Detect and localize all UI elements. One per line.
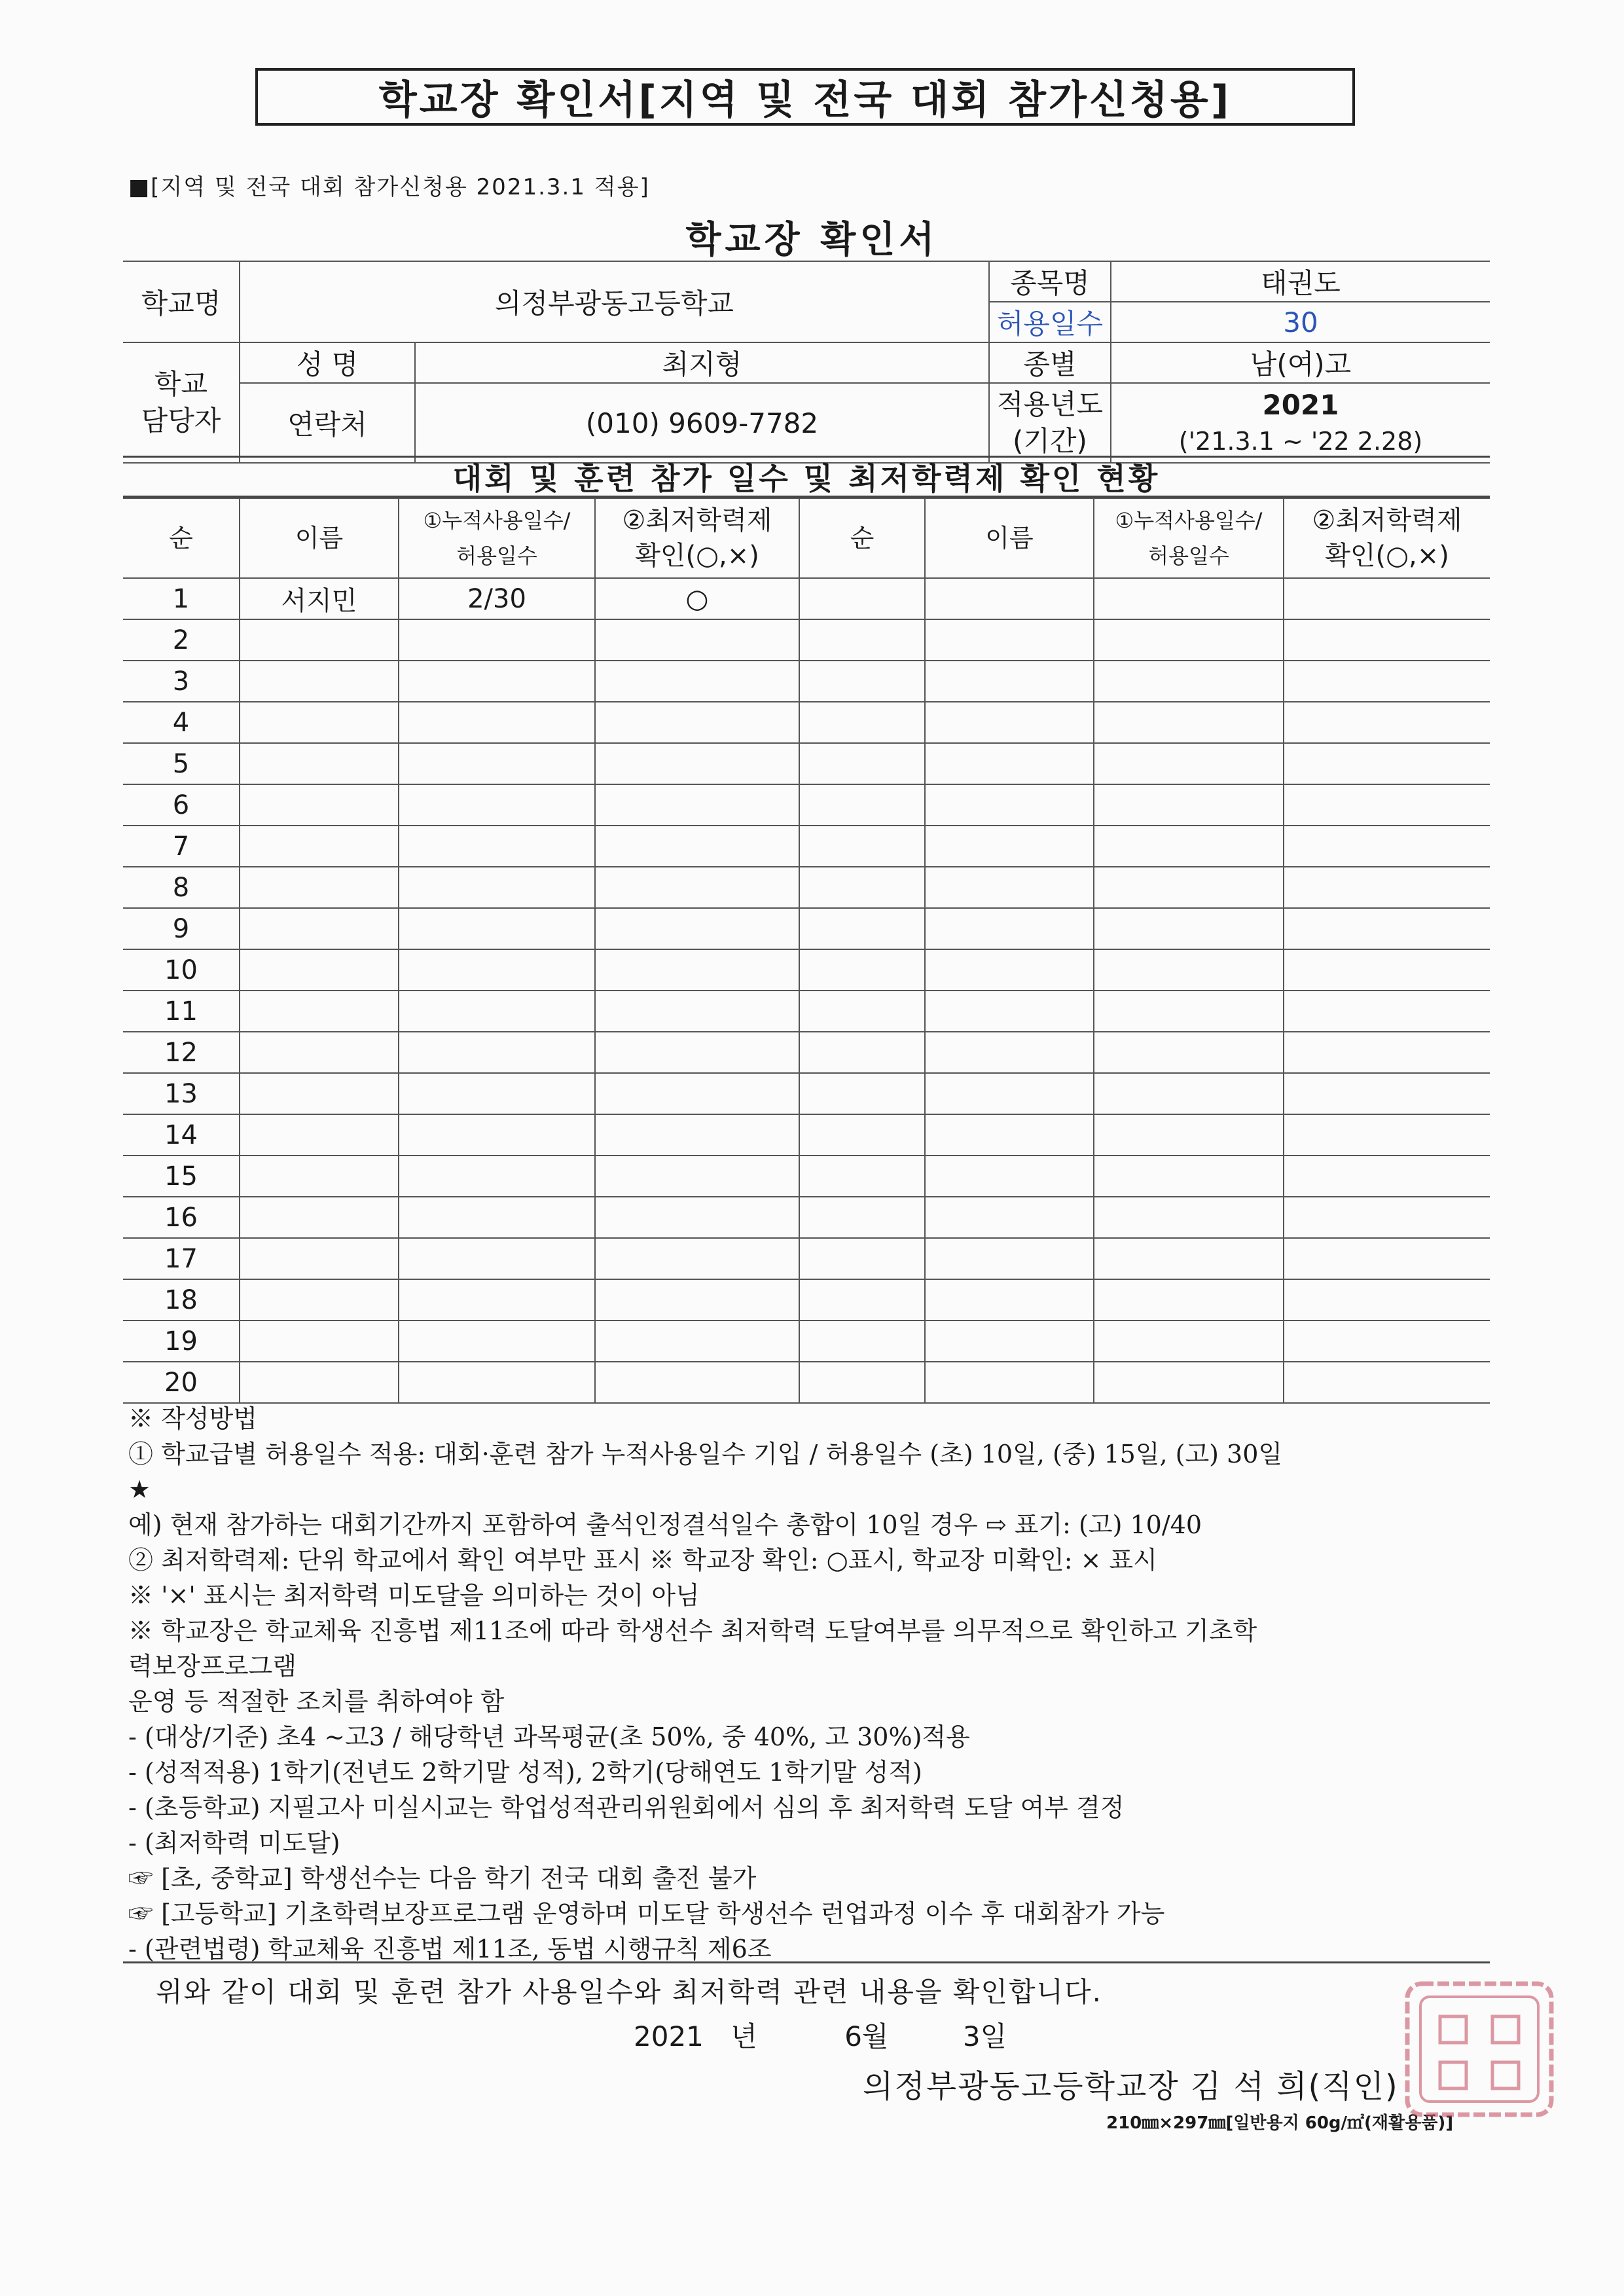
note-line: ※ '×' 표시는 최저학력 미도달을 의미하는 것이 아님 — [128, 1581, 700, 1610]
empty-cell — [799, 1073, 925, 1114]
date-month: 6월 — [844, 2020, 889, 2052]
empty-cell — [1094, 991, 1284, 1032]
cell-no: 14 — [123, 1114, 240, 1156]
empty-cell — [1094, 1114, 1284, 1156]
col-no: 순 — [123, 498, 240, 578]
year-value: 2021 ('21.3.1 ~ '22 2.28) — [1111, 383, 1490, 463]
note-line: ② 최저학력제: 단위 학교에서 확인 여부만 표시 ※ 학교장 확인: ○표시, 학교장 미확인: × 표시 — [128, 1546, 1157, 1575]
empty-cell — [925, 1362, 1094, 1403]
table-row — [123, 702, 1490, 743]
table-row — [123, 1238, 1490, 1279]
empty-cell — [1284, 908, 1490, 949]
note-line: - (대상/기준) 초4 ~고3 / 해당학년 과목평균(초 50%, 중 40%, 고 30%)적용 — [128, 1722, 970, 1751]
cell-days — [399, 1197, 595, 1238]
empty-cell — [1094, 1073, 1284, 1114]
cell-days — [399, 1321, 595, 1362]
empty-cell — [1284, 1321, 1490, 1362]
cell-days — [399, 1073, 595, 1114]
empty-cell — [799, 619, 925, 661]
cell-check — [595, 991, 799, 1032]
empty-cell — [1094, 1197, 1284, 1238]
empty-cell — [1094, 1362, 1284, 1403]
cell-days — [399, 702, 595, 743]
empty-cell — [925, 784, 1094, 826]
empty-cell — [1094, 867, 1284, 908]
cell-name — [240, 1032, 399, 1073]
empty-cell — [799, 1032, 925, 1073]
empty-cell — [799, 1197, 925, 1238]
cell-check: ○ — [595, 578, 799, 619]
table-row — [123, 1279, 1490, 1321]
table-row — [123, 1032, 1490, 1073]
cell-days — [399, 1114, 595, 1156]
contact-label: 연락처 — [240, 383, 415, 463]
col-days: ①누적사용일수/ 허용일수 — [399, 498, 595, 578]
empty-cell — [925, 702, 1094, 743]
cell-check — [595, 661, 799, 702]
note-line: ☞ [초, 중학교] 학생선수는 다음 학기 전국 대회 출전 불가 — [128, 1864, 757, 1893]
empty-cell — [925, 1032, 1094, 1073]
empty-cell — [799, 867, 925, 908]
cell-no: 11 — [123, 991, 240, 1032]
col-no-2: 순 — [799, 498, 925, 578]
cell-no: 13 — [123, 1073, 240, 1114]
table-row — [123, 949, 1490, 991]
cell-days — [399, 1279, 595, 1321]
empty-cell — [1284, 1362, 1490, 1403]
note-line: 예) 현재 참가하는 대회기간까지 포함하여 출석인정결석일수 총합이 10일 경우 ⇨ 표기: (고) 10/40 — [128, 1510, 1202, 1539]
date-day: 3일 — [962, 2020, 1007, 2052]
school-name: 의정부광동고등학교 — [240, 261, 989, 342]
date-year-unit: 년 — [731, 2020, 757, 2052]
note-line: ※ 학교장은 학교체육 진흥법 제11조에 따라 학생선수 최저학력 도달여부를 의무적으로 확인하고 기초학 — [128, 1616, 1257, 1645]
table-row — [123, 619, 1490, 661]
cell-check — [595, 743, 799, 784]
empty-cell — [1284, 578, 1490, 619]
cell-name — [240, 1197, 399, 1238]
empty-cell — [925, 991, 1094, 1032]
cell-name — [240, 949, 399, 991]
empty-cell — [1094, 702, 1284, 743]
empty-cell — [1284, 743, 1490, 784]
col-check-2: ②최저학력제 확인(○,×) — [1284, 498, 1490, 578]
divider — [123, 1961, 1490, 1963]
empty-cell — [799, 908, 925, 949]
empty-cell — [1284, 1156, 1490, 1197]
roster-header — [123, 498, 1490, 578]
cell-no: 9 — [123, 908, 240, 949]
cell-name — [240, 867, 399, 908]
name-label: 성 명 — [240, 342, 415, 383]
roster-table — [123, 498, 1490, 1404]
cell-no: 16 — [123, 1197, 240, 1238]
col-days-2: ①누적사용일수/ 허용일수 — [1094, 498, 1284, 578]
cell-check — [595, 1032, 799, 1073]
date-year: 2021 — [634, 2020, 704, 2052]
cell-name — [240, 619, 399, 661]
note-line: ※ 작성방법 — [128, 1404, 257, 1433]
table-row — [123, 661, 1490, 702]
empty-cell — [1284, 661, 1490, 702]
cell-days — [399, 743, 595, 784]
cell-name — [240, 1073, 399, 1114]
cell-no: 18 — [123, 1279, 240, 1321]
cell-days: 2/30 — [399, 578, 595, 619]
table-row — [123, 908, 1490, 949]
table-row — [123, 743, 1490, 784]
cell-check — [595, 908, 799, 949]
empty-cell — [799, 661, 925, 702]
gender-value: 남(여)고 — [1111, 342, 1490, 383]
cell-no: 8 — [123, 867, 240, 908]
cell-name — [240, 743, 399, 784]
empty-cell — [799, 1156, 925, 1197]
note-line: - (초등학교) 지필고사 미실시교는 학업성적관리위원회에서 심의 후 최저학력 도달 여부 결정 — [128, 1793, 1125, 1822]
empty-cell — [925, 826, 1094, 867]
note-line: - (성적적용) 1학기(전년도 2학기말 성적), 2학기(당해연도 1학기말 성적) — [128, 1758, 922, 1787]
table-row — [123, 1073, 1490, 1114]
cell-name — [240, 991, 399, 1032]
cell-check — [595, 949, 799, 991]
event-value: 태권도 — [1111, 261, 1490, 302]
empty-cell — [1284, 991, 1490, 1032]
empty-cell — [1094, 1321, 1284, 1362]
official-seal — [1401, 1977, 1558, 2121]
table-row — [123, 1362, 1490, 1403]
cell-no: 2 — [123, 619, 240, 661]
cell-check — [595, 1156, 799, 1197]
empty-cell — [925, 578, 1094, 619]
empty-cell — [925, 908, 1094, 949]
empty-cell — [1094, 619, 1284, 661]
cell-no: 10 — [123, 949, 240, 991]
empty-cell — [1284, 1238, 1490, 1279]
cell-name — [240, 702, 399, 743]
cell-days — [399, 908, 595, 949]
empty-cell — [799, 578, 925, 619]
cell-no: 5 — [123, 743, 240, 784]
cell-days — [399, 949, 595, 991]
note-line: ★ — [128, 1475, 151, 1504]
paper-spec: 210㎜×297㎜[일반용지 60g/㎡(재활용품)] — [1106, 2113, 1454, 2133]
cell-name — [240, 1156, 399, 1197]
subhead: ■[지역 및 전국 대회 참가신청용 2021.3.1 적용] — [128, 174, 650, 200]
empty-cell — [1284, 826, 1490, 867]
cell-check — [595, 1279, 799, 1321]
note-line: 력보장프로그램 — [128, 1652, 297, 1681]
col-name-2: 이름 — [925, 498, 1094, 578]
manager-label: 학교 담당자 — [123, 342, 240, 463]
empty-cell — [799, 1321, 925, 1362]
cell-days — [399, 867, 595, 908]
table-row — [123, 1114, 1490, 1156]
empty-cell — [1284, 949, 1490, 991]
empty-cell — [1094, 578, 1284, 619]
allowed-days-value: 30 — [1111, 302, 1490, 342]
cell-check — [595, 1114, 799, 1156]
empty-cell — [799, 1114, 925, 1156]
empty-cell — [925, 949, 1094, 991]
participation-title: 대회 및 훈련 참가 일수 및 최저학력제 확인 현황 — [123, 456, 1490, 498]
empty-cell — [799, 949, 925, 991]
note-line: - (최저학력 미도달) — [128, 1829, 340, 1857]
empty-cell — [799, 784, 925, 826]
empty-cell — [925, 619, 1094, 661]
name-value: 최지형 — [415, 342, 989, 383]
empty-cell — [1284, 784, 1490, 826]
empty-cell — [799, 743, 925, 784]
cell-no: 1 — [123, 578, 240, 619]
header-title: 학교장 확인서[지역 및 전국 대회 참가신청용] — [255, 68, 1355, 126]
cell-no: 15 — [123, 1156, 240, 1197]
cell-no: 17 — [123, 1238, 240, 1279]
cell-days — [399, 1032, 595, 1073]
empty-cell — [925, 867, 1094, 908]
cell-check — [595, 702, 799, 743]
empty-cell — [925, 1321, 1094, 1362]
cell-check — [595, 784, 799, 826]
cell-days — [399, 661, 595, 702]
empty-cell — [799, 1362, 925, 1403]
empty-cell — [925, 1156, 1094, 1197]
empty-cell — [925, 1279, 1094, 1321]
allowed-days-label: 허용일수 — [989, 302, 1111, 342]
instructions — [128, 1401, 1496, 1967]
cell-no: 20 — [123, 1362, 240, 1403]
empty-cell — [1094, 661, 1284, 702]
empty-cell — [1094, 1156, 1284, 1197]
cell-days — [399, 991, 595, 1032]
cell-days — [399, 1156, 595, 1197]
col-check: ②최저학력제 확인(○,×) — [595, 498, 799, 578]
empty-cell — [1094, 784, 1284, 826]
cell-check — [595, 1073, 799, 1114]
empty-cell — [1284, 1073, 1490, 1114]
cell-name — [240, 826, 399, 867]
empty-cell — [925, 661, 1094, 702]
empty-cell — [1284, 1032, 1490, 1073]
cell-no: 6 — [123, 784, 240, 826]
cell-name — [240, 1362, 399, 1403]
empty-cell — [925, 1073, 1094, 1114]
cell-name — [240, 1321, 399, 1362]
col-name: 이름 — [240, 498, 399, 578]
cell-check — [595, 619, 799, 661]
table-row — [123, 784, 1490, 826]
empty-cell — [799, 991, 925, 1032]
cell-check — [595, 867, 799, 908]
cell-days — [399, 784, 595, 826]
table-row — [123, 991, 1490, 1032]
document-title: 학교장 확인서 — [685, 219, 939, 261]
table-row — [123, 867, 1490, 908]
empty-cell — [925, 743, 1094, 784]
empty-cell — [1284, 1279, 1490, 1321]
empty-cell — [1094, 826, 1284, 867]
cell-name — [240, 1238, 399, 1279]
cell-name — [240, 1279, 399, 1321]
empty-cell — [1284, 1197, 1490, 1238]
cell-name — [240, 661, 399, 702]
contact-value: (010) 9609-7782 — [415, 383, 989, 463]
empty-cell — [925, 1197, 1094, 1238]
empty-cell — [1094, 1032, 1284, 1073]
empty-cell — [1284, 867, 1490, 908]
empty-cell — [1094, 908, 1284, 949]
event-label: 종목명 — [989, 261, 1111, 302]
cell-days — [399, 826, 595, 867]
empty-cell — [1094, 743, 1284, 784]
empty-cell — [1284, 1114, 1490, 1156]
empty-cell — [799, 826, 925, 867]
empty-cell — [799, 702, 925, 743]
table-row — [123, 826, 1490, 867]
note-line: - (관련법령) 학교체육 진흥법 제11조, 동법 시행규칙 제6조 — [128, 1935, 772, 1963]
cell-check — [595, 1321, 799, 1362]
cell-name — [240, 784, 399, 826]
info-table — [123, 261, 1490, 464]
empty-cell — [925, 1238, 1094, 1279]
cell-no: 3 — [123, 661, 240, 702]
cell-name — [240, 1114, 399, 1156]
table-row — [123, 1156, 1490, 1197]
cell-no: 12 — [123, 1032, 240, 1073]
note-line: ☞ [고등학교] 기초학력보장프로그램 운영하며 미도달 학생선수 런업과정 이수 후 대회참가 가능 — [128, 1899, 1165, 1928]
empty-cell — [799, 1279, 925, 1321]
cell-days — [399, 1362, 595, 1403]
table-row — [123, 1197, 1490, 1238]
school-label: 학교명 — [123, 261, 240, 342]
empty-cell — [1094, 949, 1284, 991]
cell-no: 19 — [123, 1321, 240, 1362]
cell-check — [595, 1238, 799, 1279]
empty-cell — [1284, 702, 1490, 743]
empty-cell — [925, 1114, 1094, 1156]
cell-no: 4 — [123, 702, 240, 743]
cell-name — [240, 908, 399, 949]
signer: 의정부광동고등학교장 김 석 희(직인) — [863, 2068, 1399, 2105]
cell-days — [399, 619, 595, 661]
note-line: ① 학교급별 허용일수 적용: 대회·훈련 참가 누적사용일수 기입 / 허용일수 (초) 10일, (중) 15일, (고) 30일 — [128, 1440, 1283, 1468]
confirm-statement: 위와 같이 대회 및 훈련 참가 사용일수와 최저학력 관련 내용을 확인합니다. — [156, 1976, 1103, 2008]
empty-cell — [1094, 1279, 1284, 1321]
cell-check — [595, 1197, 799, 1238]
table-row — [123, 1321, 1490, 1362]
table-row — [123, 578, 1490, 619]
gender-label: 종별 — [989, 342, 1111, 383]
empty-cell — [1094, 1238, 1284, 1279]
empty-cell — [1284, 619, 1490, 661]
year-label: 적용년도 (기간) — [989, 383, 1111, 463]
cell-no: 7 — [123, 826, 240, 867]
cell-days — [399, 1238, 595, 1279]
cell-name: 서지민 — [240, 578, 399, 619]
cell-check — [595, 826, 799, 867]
empty-cell — [799, 1238, 925, 1279]
cell-check — [595, 1362, 799, 1403]
note-line: 운영 등 적절한 조치를 취하여야 함 — [128, 1687, 505, 1716]
issue-date — [634, 2015, 1007, 2054]
